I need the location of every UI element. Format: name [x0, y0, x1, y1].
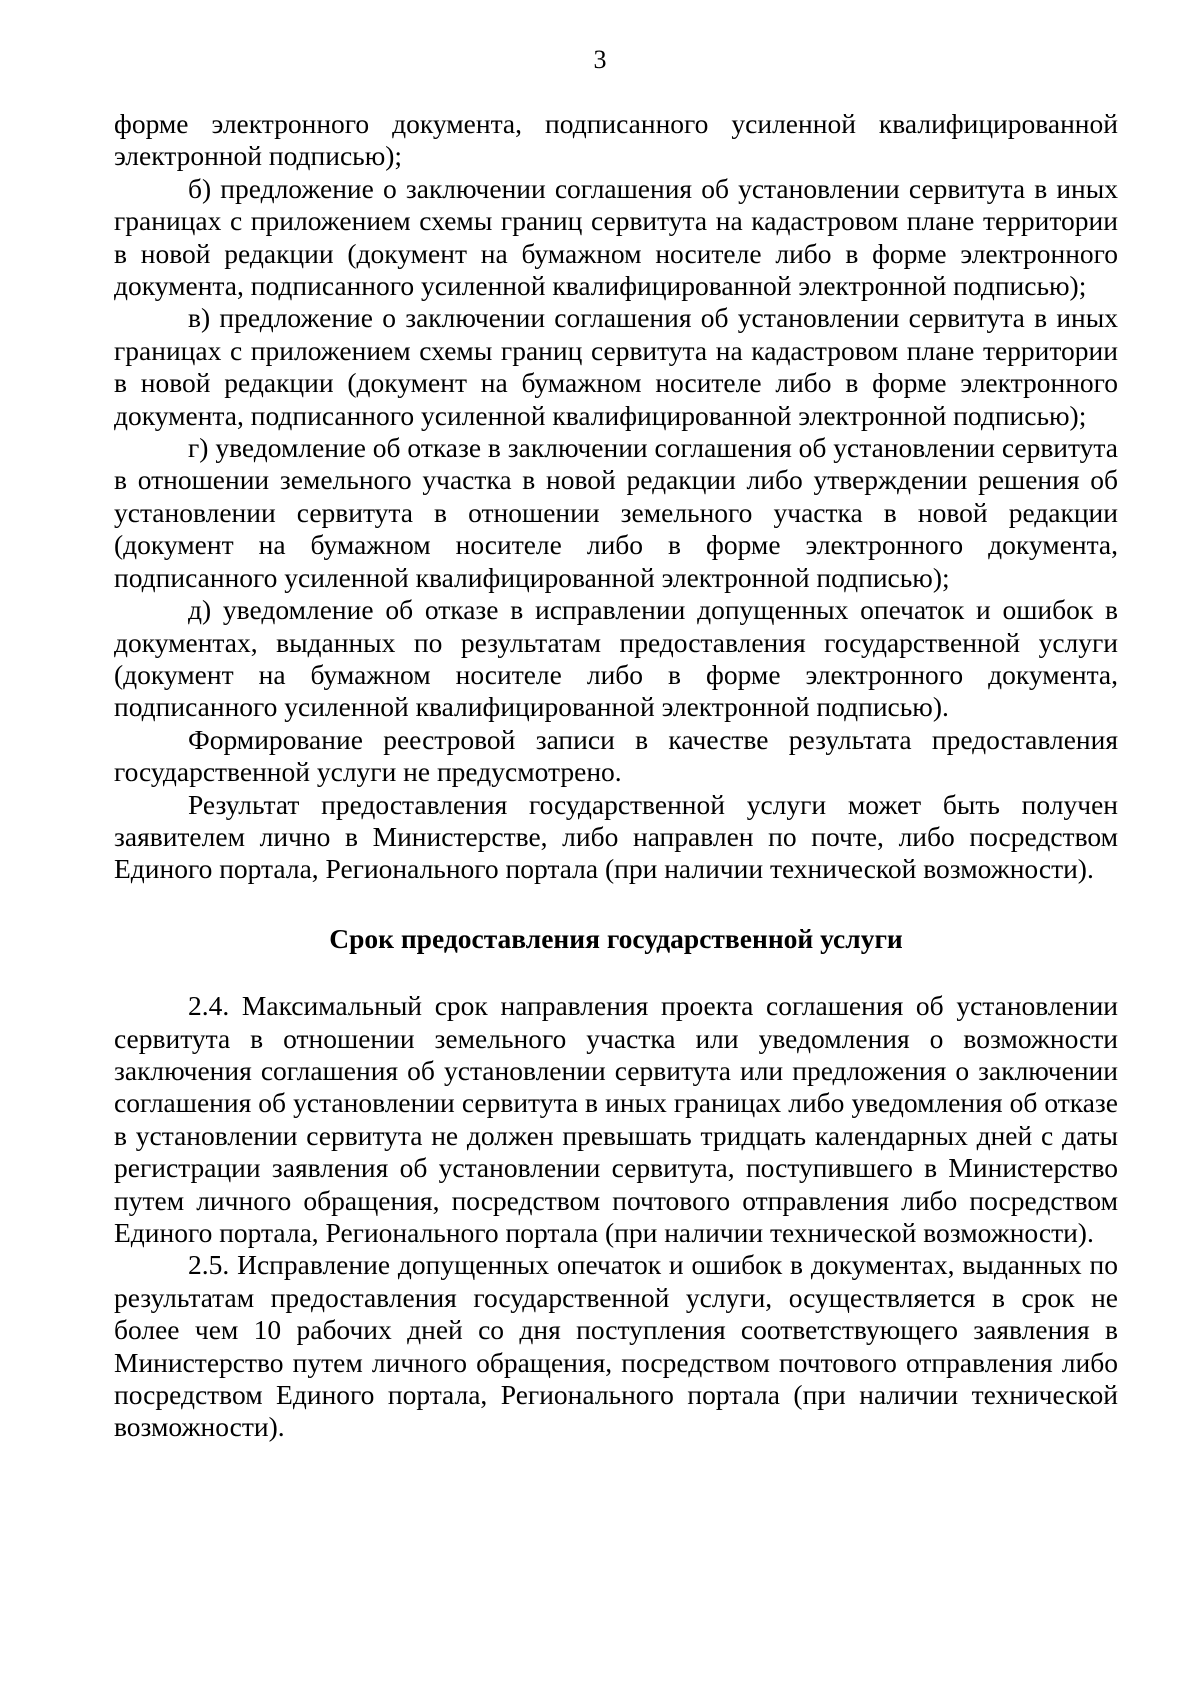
page-number: 3 — [593, 45, 607, 74]
paragraph-item-v: в) предложение о заключении соглашения об установлении сервитута в иных границах с приложением схемы границ сервитута на кадастровом плане территории в новой редакции (документ на бумажном носителе либо в форме электронного документа, подписанного усиленной квалифицированной электронной подписью); — [114, 302, 1118, 431]
section-heading: Срок предоставления государственной услуги — [329, 922, 903, 954]
document-body — [114, 108, 1118, 1444]
paragraph-continuation: форме электронного документа, подписанного усиленной квалифицированной электронной подписью); — [114, 108, 1118, 172]
paragraph-registry-record: Формирование реестровой записи в качестве результата предоставления государственной услуги не предусмотрено. — [114, 723, 1118, 788]
paragraph-item-g: г) уведомление об отказе в заключении соглашения об установлении сервитута в отношении земельного участка в новой редакции либо утверждении решения об установлении сервитута в отношении земельного участка в новой редакции (документ на бумажном носителе либо в форме электронного документа, подписанного усиленной квалифицированной электронной подписью); — [114, 432, 1118, 593]
paragraph-result-delivery: Результат предоставления государственной услуги может быть получен заявителем лично в Министерстве, либо направлен по почте, либо посредством Единого портала, Регионального портала (при наличии технической возможности). — [114, 788, 1118, 885]
paragraph-item-d: д) уведомление об отказе в исправлении допущенных опечаток и ошибок в документах, выданных по результатам предоставления государственной услуги (документ на бумажном носителе либо в форме электронного документа, подписанного усиленной квалифицированной электронной подписью). — [114, 594, 1118, 723]
paragraph-2-4: 2.4. Максимальный срок направления проекта соглашения об установлении сервитута в отношении земельного участка или уведомления о возможности заключения соглашения об установлении сервитута или предложения о заключении соглашения об установлении сервитута в иных границах либо уведомления об отказе в установлении сервитута не должен превышать тридцать календарных дней с даты регистрации заявления об установлении сервитута, поступившего в Министерство путем личного обращения, посредством почтового отправления либо посредством Единого портала, Регионального портала (при наличии технической возможности). — [114, 990, 1118, 1248]
paragraph-2-5: 2.5. Исправление допущенных опечаток и ошибок в документах, выданных по результатам предоставления государственной услуги, осуществляется в срок не более чем 10 рабочих дней со дня поступления соответствующего заявления в Министерство путем личного обращения, посредством почтового отправления либо посредством Единого портала, Регионального портала (при наличии технической возможности). — [114, 1249, 1118, 1443]
paragraph-item-b: б) предложение о заключении соглашения об установлении сервитута в иных границах с приложением схемы границ сервитута на кадастровом плане территории в новой редакции (документ на бумажном носителе либо в форме электронного документа, подписанного усиленной квалифицированной электронной подписью); — [114, 172, 1118, 302]
